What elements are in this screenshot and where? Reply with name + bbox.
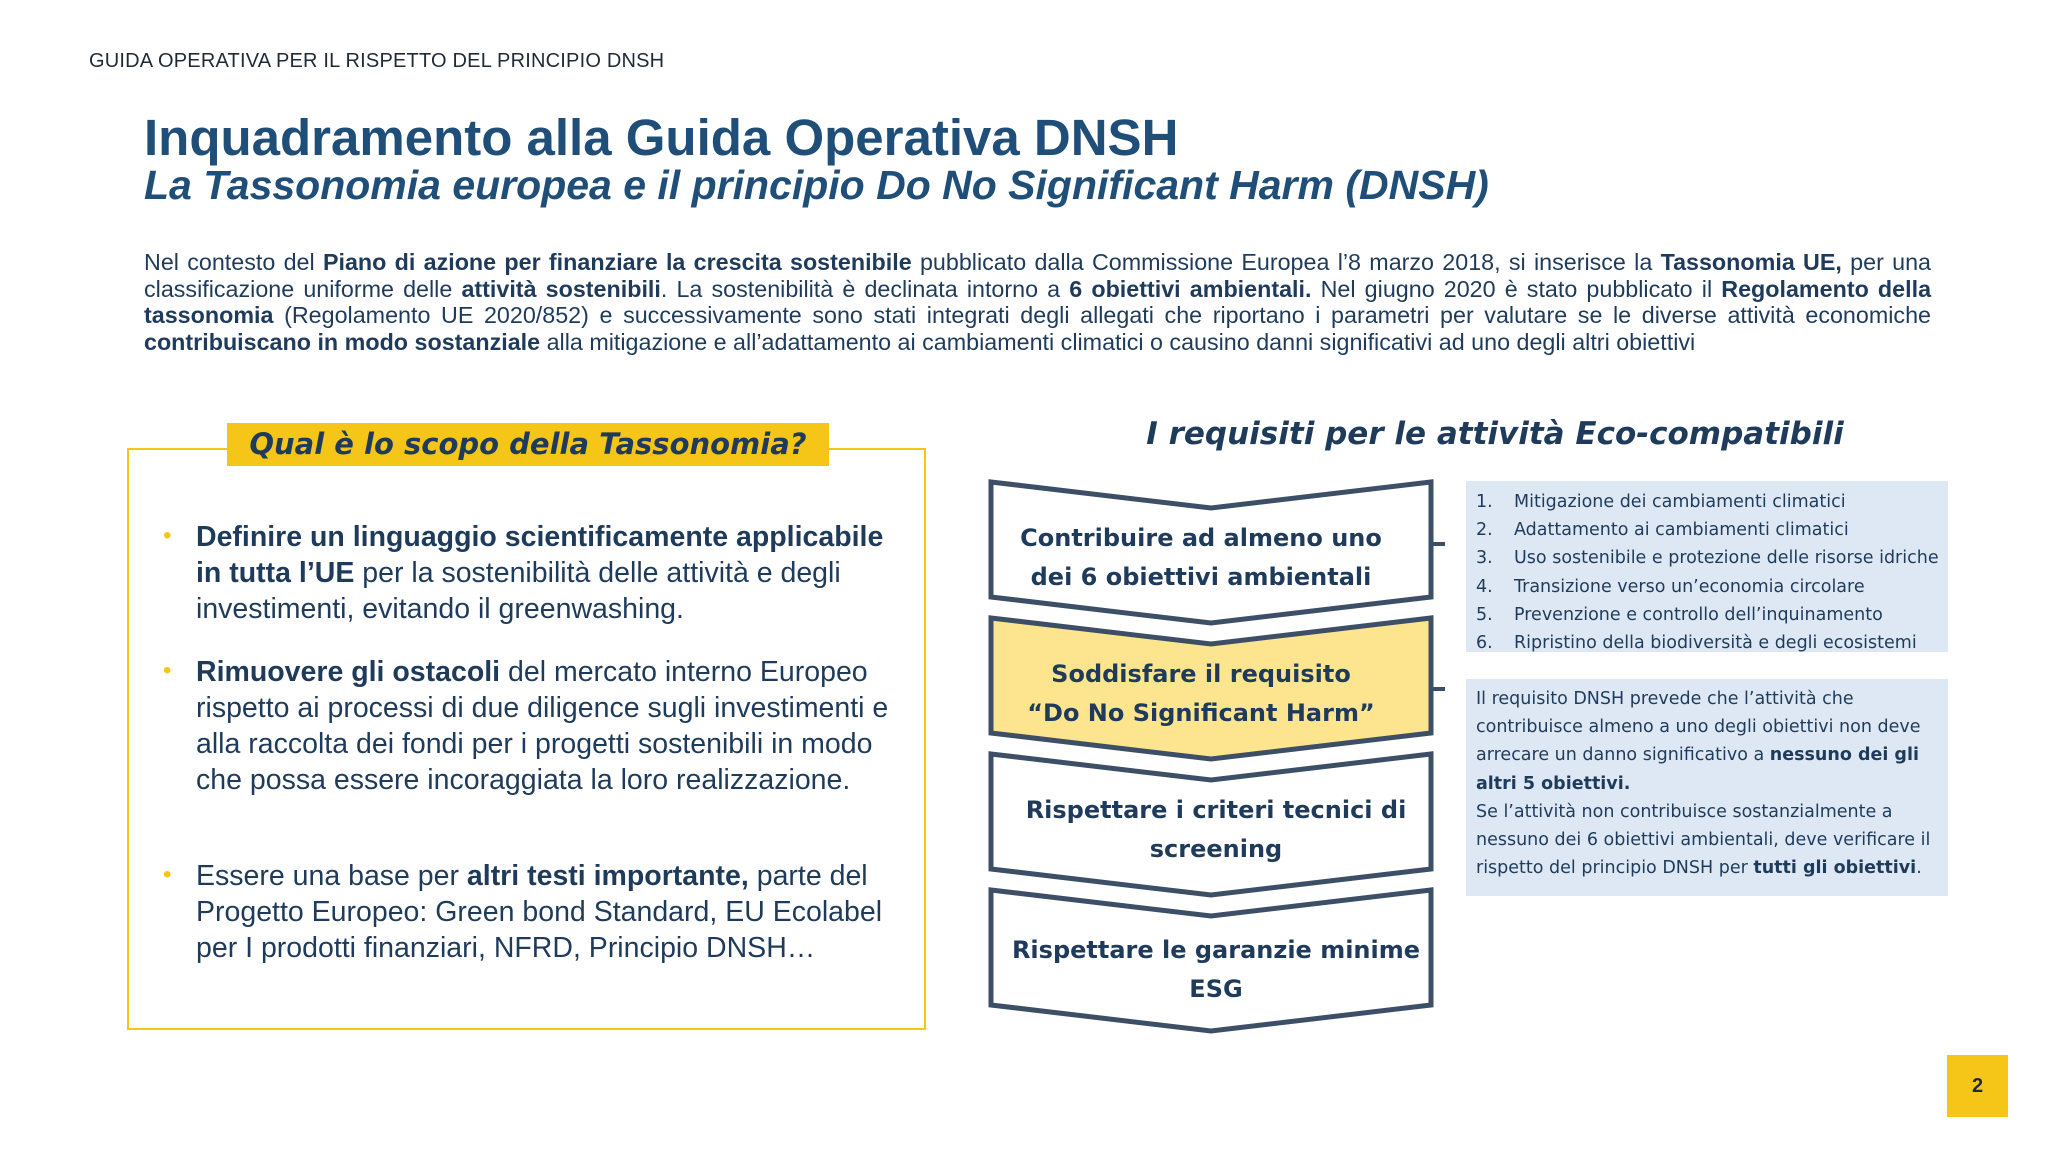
step-contribute-label: Contribuire ad almeno uno dei 6 obiettivi ambientali bbox=[1020, 524, 1382, 591]
objectives-list bbox=[1466, 481, 1948, 657]
objective-item: 6. Ripristino della biodiversità e degli ecosistemi bbox=[1476, 632, 1917, 653]
page-title: Inquadramento alla Guida Operativa DNSH bbox=[144, 109, 1179, 166]
header-label: GUIDA OPERATIVA PER IL RISPETTO DEL PRINCIPIO DNSH bbox=[89, 50, 665, 72]
scope-bullet-text: Rimuovere gli ostacoli del mercato interno Europeo rispetto ai processi di due diligence sugli investimenti e alla raccolta dei fondi per i progetti sostenibili in modo che possa essere incoraggiata la loro realizzazione. bbox=[196, 656, 889, 796]
scope-bullet bbox=[163, 519, 903, 627]
page-subtitle: La Tassonomia europea e il principio Do No Significant Harm (DNSH) bbox=[144, 162, 1489, 208]
bullet-marker: • bbox=[163, 861, 172, 888]
objectives-box bbox=[1466, 481, 1948, 652]
bullet-marker: • bbox=[163, 522, 172, 549]
intro-paragraph: Nel contesto del Piano di azione per finanziare la crescita sostenibile pubblicato dalla Commissione Europea l’8 marzo 2018, si inserisce la Tassonomia UE, per una classificazione uniforme delle attività sostenibili. La sostenibilità è declinata intorno a 6 obiettivi ambientali. Nel giugno 2020 è stato pubblicato il Regolamento della tassonomia (Regolamento UE 2020/852) e successivamente sono stati integrati degli allegati che riportano i parametri per valutare se le diverse attività economiche contribuiscano in modo sostanziale alla mitigazione e all’adattamento ai cambiamenti climatici o causino danni significativi ad uno degli altri obiettivi bbox=[144, 249, 1932, 355]
objective-item: 1. Mitigazione dei cambiamenti climatici bbox=[1476, 492, 1846, 512]
scope-panel-title: Qual è lo scopo della Tassonomia? bbox=[227, 423, 829, 466]
scope-bullet bbox=[163, 654, 903, 798]
objective-item: 5. Prevenzione e controllo dell’inquinamento bbox=[1476, 604, 1883, 625]
scope-bullet bbox=[163, 858, 903, 966]
step-technical-criteria-label: Rispettare i criteri tecnici di screening bbox=[1025, 796, 1407, 863]
dnsh-explanation-box: Il requisito DNSH prevede che l’attività che contribuisce almeno a uno degli obiettivi non deve arrecare un danno significativo a nessuno dei gli altri 5 obiettivi. Se l’attività non contribuisce sostanzialmente a nessuno dei 6 obiettivi ambientali, deve verificare il rispetto del principio DNSH per tutti gli obiettivi. bbox=[1466, 679, 1948, 896]
bullet-marker: • bbox=[163, 657, 172, 684]
scope-bullet-text: Definire un linguaggio scientificamente applicabile in tutta l’UE per la sostenibilità delle attività e degli investimenti, evitando il greenwashing. bbox=[196, 521, 884, 625]
requirements-title: I requisiti per le attività Eco-compatibili bbox=[1146, 416, 1844, 452]
step-minimum-safeguards-label: Rispettare le garanzie minime ESG bbox=[1011, 936, 1421, 1003]
scope-bullet-text: Essere una base per altri testi importante, parte del Progetto Europeo: Green bond Standard, EU Ecolabel per I prodotti finanziari, NFRD, Principio DNSH… bbox=[196, 860, 883, 964]
page-number: 2 bbox=[1947, 1055, 2008, 1117]
objective-item: 4. Transizione verso un’economia circolare bbox=[1476, 576, 1865, 597]
step-dnsh-label: Soddisfare il requisito “Do No Significant Harm” bbox=[1027, 660, 1375, 727]
objective-item: 3. Uso sostenibile e protezione delle risorse idriche bbox=[1476, 548, 1939, 569]
objective-item: 2. Adattamento ai cambiamenti climatici bbox=[1476, 520, 1849, 541]
